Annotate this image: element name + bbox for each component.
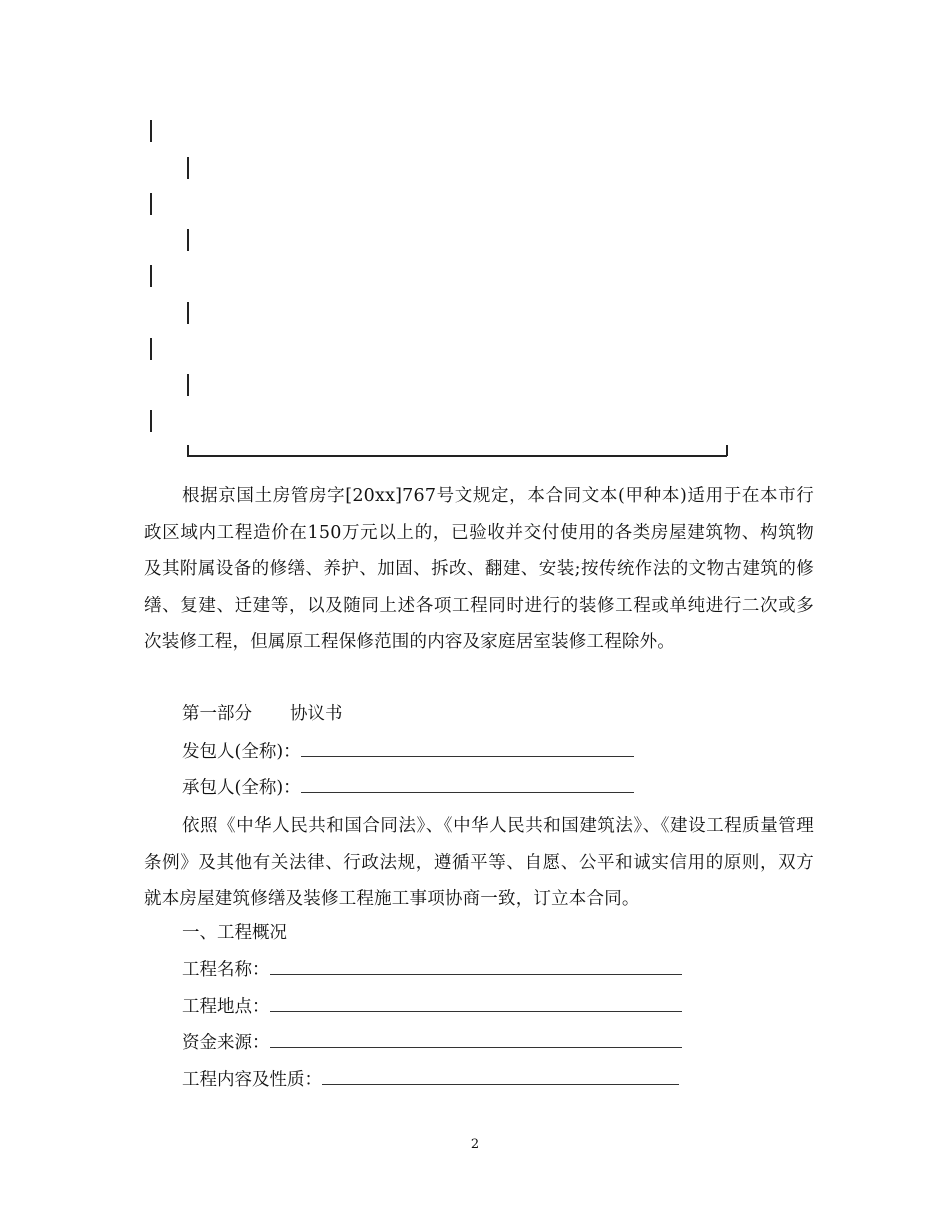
part-name: 协议书: [290, 704, 343, 724]
table-border-bar: [187, 157, 189, 179]
table-bottom-border: [187, 455, 727, 457]
section1-title: 一、工程概况: [182, 923, 287, 943]
project-content-blank[interactable]: [322, 1068, 679, 1085]
table-border-bar: [150, 120, 152, 142]
table-border-bar: [150, 193, 152, 215]
employer-label: 发包人(全称)：: [182, 742, 301, 762]
table-border-bar: [150, 410, 152, 432]
fund-source-blank[interactable]: [270, 1031, 682, 1048]
project-name-blank[interactable]: [270, 958, 682, 975]
contractor-row: [182, 776, 634, 799]
contractor-label: 承包人(全称)：: [182, 778, 301, 798]
table-border-bar: [187, 229, 189, 251]
project-name-row: [182, 958, 682, 981]
fund-source-row: [182, 1031, 682, 1054]
project-content-row: [182, 1068, 679, 1091]
part-heading: [182, 703, 343, 725]
table-border-bar: [150, 265, 152, 287]
fund-source-label: 资金来源：: [182, 1033, 270, 1053]
scope-paragraph: 根据京国土房管房字[20xx]767号文规定，本合同文本(甲种本)适用于在本市行政区域内工程造价在150万元以上的，已验收并交付使用的各类房屋建筑物、构筑物及其附属设备的修缮、养护、加固、拆改、翻建、安装;按传统作法的文物古建筑的修缮、复建、迁建等，以及随同上述各项工程同时进行的装修工程或单纯进行二次或多次装修工程，但属原工程保修范围的内容及家庭居室装修工程除外。: [144, 486, 814, 652]
project-location-label: 工程地点：: [182, 997, 270, 1017]
page-number: 2: [470, 1137, 480, 1152]
project-location-row: [182, 995, 682, 1018]
project-location-blank[interactable]: [270, 995, 682, 1012]
table-corner-right: [726, 445, 728, 456]
part-title: 第一部分: [182, 704, 252, 724]
table-border-bar: [187, 374, 189, 396]
project-content-label: 工程内容及性质：: [182, 1070, 322, 1090]
table-border-bar: [187, 302, 189, 324]
basis-paragraph: 依照《中华人民共和国合同法》、《中华人民共和国建筑法》、《建设工程质量管理条例》及其他有关法律、行政法规，遵循平等、自愿、公平和诚实信用的原则，双方就本房屋建筑修缮及装修工程施工事项协商一致，订立本合同。: [144, 816, 814, 909]
project-name-label: 工程名称：: [182, 960, 270, 980]
table-border-bar: [150, 338, 152, 360]
employer-blank[interactable]: [301, 740, 634, 757]
contractor-blank[interactable]: [301, 776, 634, 793]
employer-row: [182, 740, 634, 763]
